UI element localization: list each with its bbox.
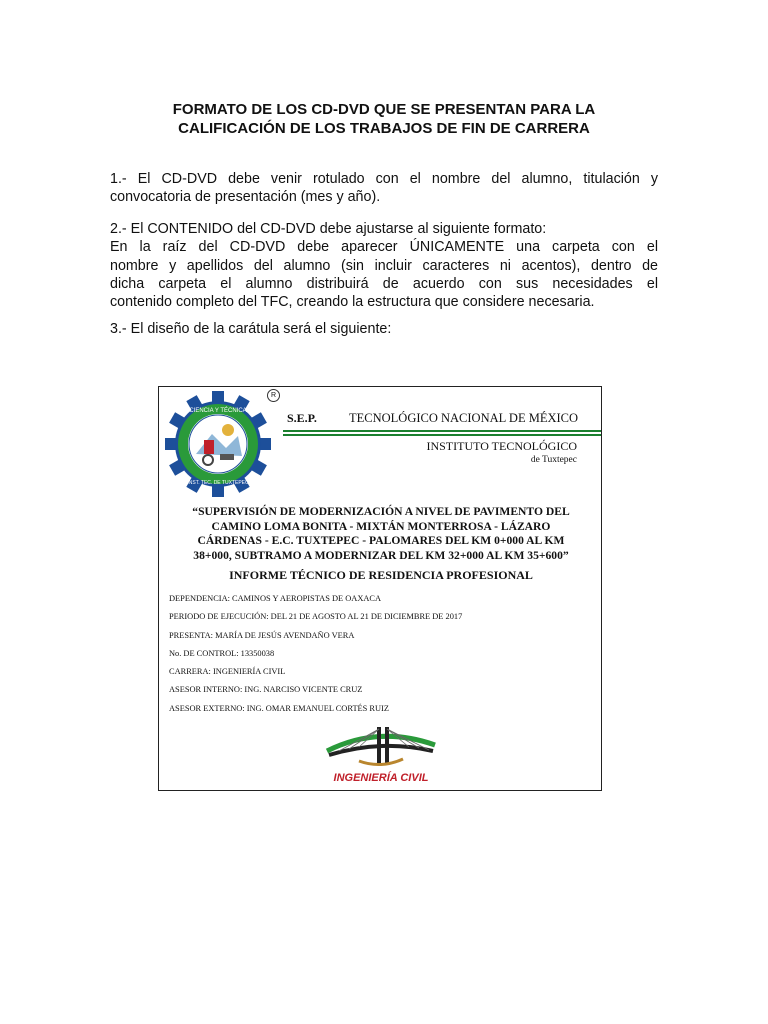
- green-rule-top: [283, 430, 601, 432]
- project-title: [167, 505, 595, 564]
- svg-text:INST. TEC. DE TUXTEPEC: INST. TEC. DE TUXTEPEC: [187, 480, 249, 486]
- instruction-1: [110, 170, 658, 207]
- institute-gear-logo: [165, 391, 277, 497]
- report-type: INFORME TÉCNICO DE RESIDENCIA PROFESIONAL: [229, 568, 533, 582]
- title-line-1: FORMATO DE LOS CD-DVD QUE SE PRESENTAN PARA LA: [172, 101, 596, 118]
- detail-asesor-externo: ASESOR EXTERNO: ING. OMAR EMANUEL CORTÉS RUIZ: [169, 703, 389, 713]
- cover-details: [169, 590, 589, 718]
- instruction-1-line-2: convocatoria de presentación (mes y año).: [110, 189, 381, 206]
- civil-logo-text: INGENIERÍA CIVIL: [333, 772, 429, 784]
- green-rule-bottom: [283, 434, 601, 436]
- instruction-1-line-1: 1.- El CD-DVD debe venir rotulado con el nombre del alumno, titulación y: [110, 171, 658, 187]
- institute-label: INSTITUTO TECNOLÓGICO: [426, 439, 577, 453]
- instruction-2-line-2: En la raíz del CD-DVD debe aparecer ÚNICAMENTE una carpeta con el: [110, 239, 658, 256]
- instruction-2-line-3: nombre y apellidos del alumno (sin incluir caracteres ni acentos), dentro de: [110, 257, 658, 274]
- document-title: [0, 100, 768, 138]
- instruction-2-line-5: contenido completo del TFC, creando la estructura que considere necesaria.: [110, 294, 595, 311]
- sep-label: S.E.P.: [287, 411, 317, 425]
- registered-mark: R: [267, 389, 280, 402]
- svg-text:CIENCIA Y TÉCNICA: CIENCIA Y TÉCNICA: [189, 408, 247, 414]
- bridge-logo-icon: [319, 721, 443, 785]
- detail-dependencia: DEPENDENCIA: CAMINOS Y AEROPISTAS DE OAXACA: [169, 594, 382, 603]
- detail-control: No. DE CONTROL: 13350038: [169, 648, 275, 658]
- project-title-line-3: CÁRDENAS - E.C. TUXTEPEC - PALOMARES DEL KM 0+000 AL KM: [197, 534, 565, 548]
- detail-presenta: PRESENTA: MARÍA DE JESÚS AVENDAÑO VERA: [169, 630, 355, 640]
- gear-logo-icon: [165, 391, 271, 497]
- instruction-2: [110, 220, 658, 311]
- title-line-2: CALIFICACIÓN DE LOS TRABAJOS DE FIN DE CARRERA: [178, 120, 590, 137]
- detail-periodo: PERIODO DE EJECUCIÓN: DEL 21 DE AGOSTO AL 21 DE DICIEMBRE DE 2017: [169, 612, 463, 622]
- detail-asesor-interno: ASESOR INTERNO: ING. NARCISO VICENTE CRUZ: [169, 685, 363, 695]
- instruction-2-line-4: dicha carpeta el alumno distribuirá de acuerdo con sus necesidades el: [110, 275, 658, 292]
- cd-cover-sample: [158, 386, 602, 791]
- detail-carrera: CARRERA: INGENIERÍA CIVIL: [169, 667, 286, 677]
- instruction-3: [110, 320, 658, 338]
- civil-engineering-logo: [319, 721, 443, 785]
- instruction-2-line-1: 2.- El CONTENIDO del CD-DVD debe ajustarse al siguiente formato:: [110, 221, 547, 237]
- project-title-line-4: 38+000, SUBTRAMO A MODERNIZAR DEL KM 32+000 AL KM 35+600”: [193, 549, 569, 563]
- project-title-line-2: CAMINO LOMA BONITA - MIXTÁN MONTERROSA - LÁZARO: [211, 519, 551, 533]
- instruction-3-line: 3.- El diseño de la carátula será el siguiente:: [110, 321, 392, 337]
- tecnm-label: TECNOLÓGICO NACIONAL DE MÉXICO: [349, 411, 579, 425]
- campus-label: de Tuxtepec: [530, 455, 577, 465]
- project-title-line-1: “SUPERVISIÓN DE MODERNIZACIÓN A NIVEL DE PAVIMENTO DEL: [192, 505, 570, 518]
